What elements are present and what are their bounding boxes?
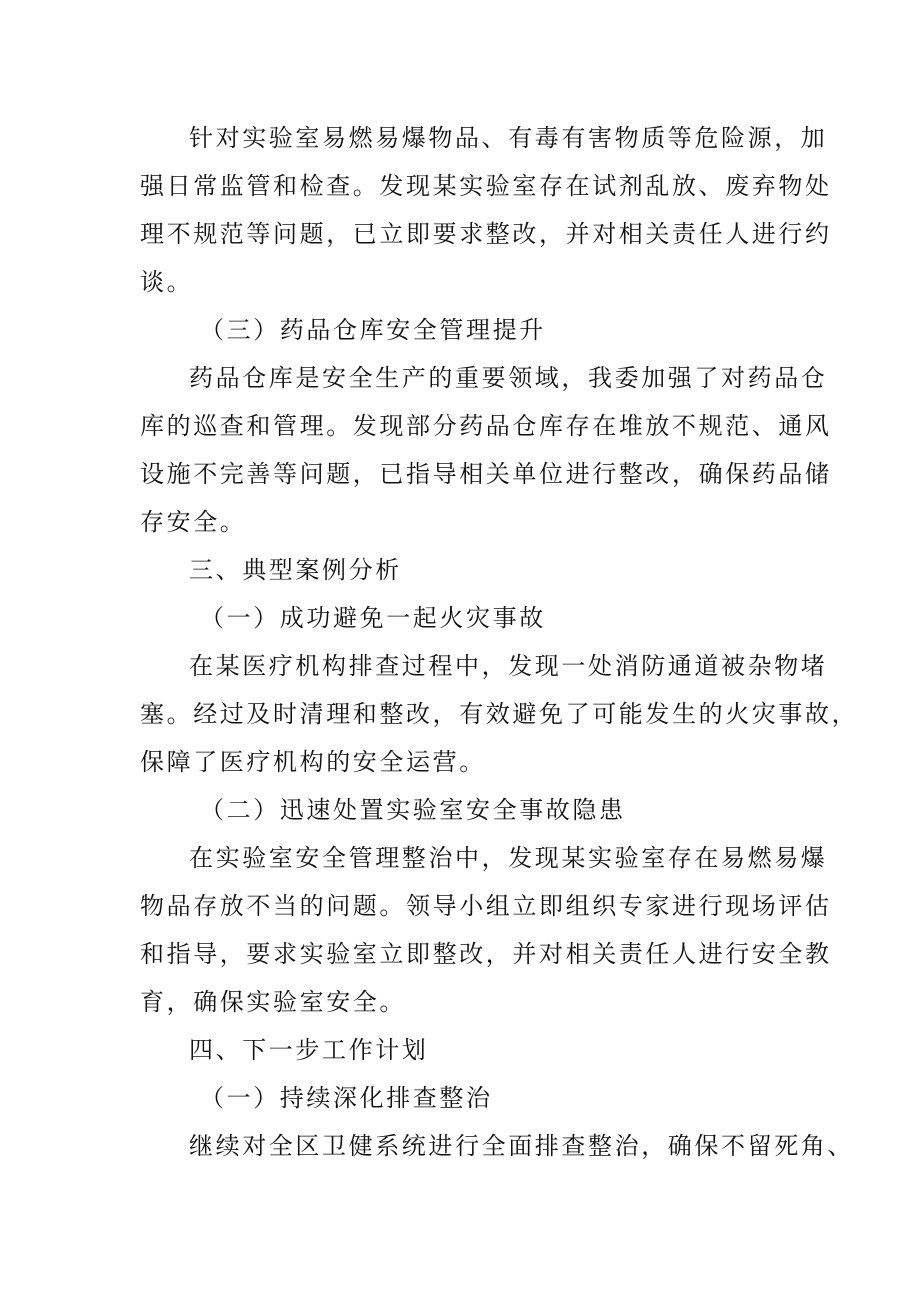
- paragraph-line: 在某医疗机构排查过程中，发现一处消防通道被杂物堵: [189, 652, 828, 680]
- paragraph-line: 设施不完善等问题，已指导相关单位进行整改，确保药品储: [140, 460, 832, 488]
- paragraph-line: 在实验室安全管理整治中，发现某实验室存在易燃易爆: [189, 844, 828, 872]
- paragraph-line: 塞。经过及时清理和整改，有效避免了可能发生的火灾事故，: [140, 700, 859, 728]
- paragraph-line: 存安全。: [140, 508, 247, 536]
- subsection-heading: （一）持续深化排查整治: [200, 1084, 493, 1112]
- paragraph-line: 针对实验室易燃易爆物品、有毒有害物质等危险源，加: [189, 124, 828, 152]
- subsection-heading: （二）迅速处置实验室安全事故隐患: [200, 796, 626, 824]
- paragraph-line: 库的巡查和管理。发现部分药品仓库存在堆放不规范、通风: [140, 412, 832, 440]
- paragraph-line: 育，确保实验室安全。: [140, 988, 406, 1016]
- paragraph-line: 和指导，要求实验室立即整改，并对相关责任人进行安全教: [140, 940, 832, 968]
- paragraph-line: 保障了医疗机构的安全运营。: [140, 748, 486, 776]
- paragraph-line: 继续对全区卫健系统进行全面排查整治，确保不留死角、: [189, 1132, 854, 1160]
- paragraph-line: 药品仓库是安全生产的重要领域，我委加强了对药品仓: [189, 364, 828, 392]
- subsection-heading: （三）药品仓库安全管理提升: [200, 316, 546, 344]
- subsection-heading: （一）成功避免一起火灾事故: [200, 604, 546, 632]
- section-heading: 三、典型案例分析: [189, 556, 402, 584]
- section-heading: 四、下一步工作计划: [189, 1036, 429, 1064]
- paragraph-line: 物品存放不当的问题。领导小组立即组织专家进行现场评估: [140, 892, 832, 920]
- paragraph-line: 强日常监管和检查。发现某实验室存在试剂乱放、废弃物处: [140, 172, 832, 200]
- paragraph-line: 谈。: [140, 268, 194, 296]
- paragraph-line: 理不规范等问题，已立即要求整改，并对相关责任人进行约: [140, 220, 832, 248]
